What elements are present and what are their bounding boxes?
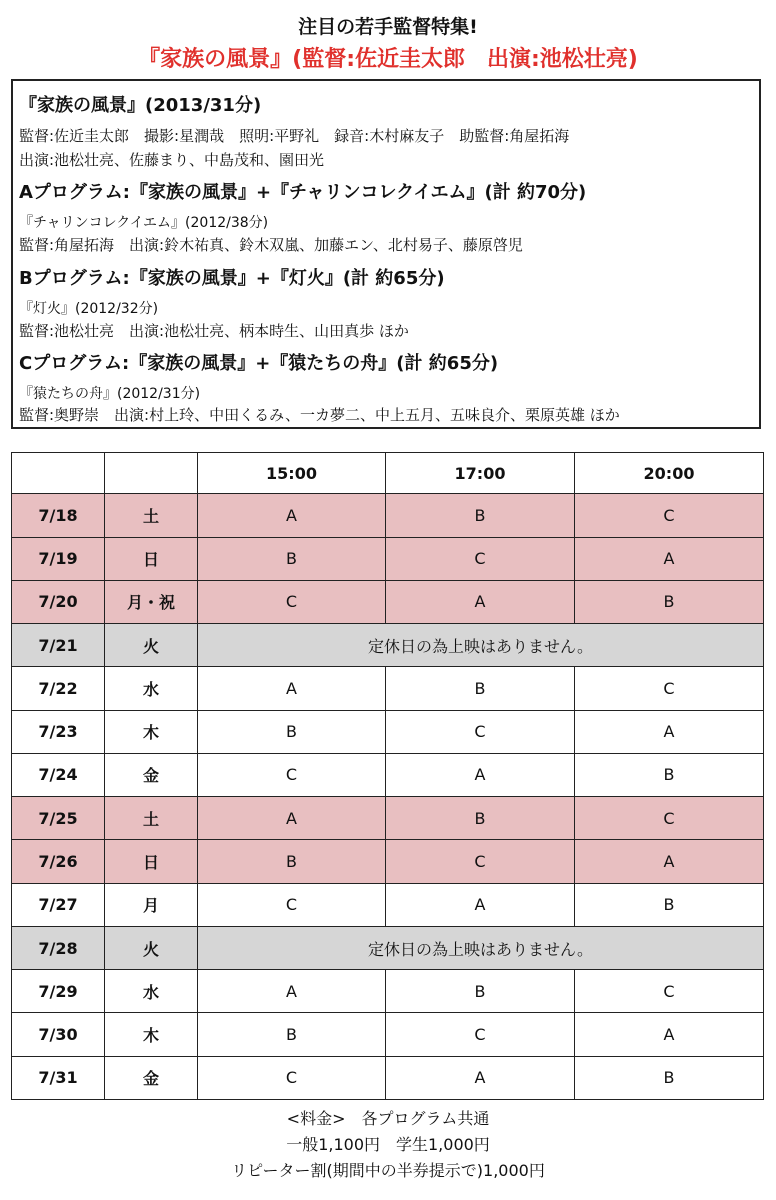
day-cell: 日 <box>105 537 198 580</box>
program-slot: A <box>575 710 764 753</box>
date-cell: 7/21 <box>12 624 105 667</box>
schedule-row <box>12 753 764 796</box>
program-slot: C <box>386 1013 575 1056</box>
program-slot: B <box>386 970 575 1013</box>
program-a-credits: 監督:角屋拓海 出演:鈴木祐真、鈴木双嵐、加藤エン、北村易子、藤原啓児 <box>19 236 523 254</box>
date-cell: 7/22 <box>12 667 105 710</box>
time-header: 15:00 <box>198 453 386 494</box>
program-slot: A <box>575 537 764 580</box>
schedule-row <box>12 624 764 667</box>
program-slot: B <box>198 537 386 580</box>
date-cell: 7/19 <box>12 537 105 580</box>
page-heading: 注目の若手監督特集! <box>298 16 478 38</box>
program-slot: A <box>386 580 575 623</box>
program-slot: B <box>575 1056 764 1099</box>
day-cell: 水 <box>105 667 198 710</box>
date-cell: 7/28 <box>12 926 105 969</box>
main-film-cast: 出演:池松壮亮、佐藤まり、中島茂和、園田光 <box>19 151 325 169</box>
program-slot: C <box>386 710 575 753</box>
program-slot: C <box>575 494 764 537</box>
schedule-header-row <box>12 453 764 494</box>
day-cell: 月 <box>105 883 198 926</box>
pricing-heading: <料金> 各プログラム共通 <box>286 1109 490 1128</box>
header-day-cell <box>105 453 198 494</box>
program-slot: C <box>198 883 386 926</box>
program-slot: A <box>198 970 386 1013</box>
program-c-film: 『猿たちの舟』(2012/31分) <box>19 386 201 402</box>
day-cell: 木 <box>105 710 198 753</box>
program-slot: C <box>575 970 764 1013</box>
program-slot: B <box>575 883 764 926</box>
time-header: 20:00 <box>575 453 764 494</box>
program-slot: A <box>575 1013 764 1056</box>
day-cell: 木 <box>105 1013 198 1056</box>
program-c-credits: 監督:奥野崇 出演:村上玲、中田くるみ、一カ夢二、中上五月、五味良介、栗原英雄 ほか <box>19 406 620 424</box>
program-b-heading: Bプログラム:『家族の風景』+『灯火』(計 約65分) <box>19 268 445 289</box>
date-cell: 7/26 <box>12 840 105 883</box>
program-slot: C <box>386 840 575 883</box>
feature-title: 『家族の風景』(監督:佐近圭太郎 出演:池松壮亮) <box>138 47 638 72</box>
schedule-row <box>12 710 764 753</box>
date-cell: 7/23 <box>12 710 105 753</box>
date-cell: 7/31 <box>12 1056 105 1099</box>
main-film-title: 『家族の風景』(2013/31分) <box>19 95 262 116</box>
program-slot: B <box>198 840 386 883</box>
pricing-repeater: リピーター割(期間中の半券提示で)1,000円 <box>231 1161 545 1180</box>
day-cell: 金 <box>105 753 198 796</box>
day-cell: 土 <box>105 797 198 840</box>
day-cell: 金 <box>105 1056 198 1099</box>
schedule-row <box>12 926 764 969</box>
program-slot: B <box>575 580 764 623</box>
program-slot: A <box>198 494 386 537</box>
closed-notice: 定休日の為上映はありません。 <box>198 624 764 667</box>
program-slot: A <box>386 753 575 796</box>
day-cell: 土 <box>105 494 198 537</box>
schedule-row <box>12 970 764 1013</box>
program-slot: B <box>198 1013 386 1056</box>
program-slot: A <box>198 797 386 840</box>
schedule-row <box>12 797 764 840</box>
program-slot: C <box>198 1056 386 1099</box>
main-film-credits: 監督:佐近圭太郎 撮影:星潤哉 照明:平野礼 録音:木村麻友子 助監督:角屋拓海 <box>19 127 570 145</box>
schedule-table <box>11 452 764 1100</box>
date-cell: 7/27 <box>12 883 105 926</box>
day-cell: 月・祝 <box>105 580 198 623</box>
program-a-heading: Aプログラム:『家族の風景』+『チャリンコレクイエム』(計 約70分) <box>19 182 587 203</box>
program-slot: C <box>575 797 764 840</box>
program-slot: A <box>386 883 575 926</box>
schedule-row <box>12 883 764 926</box>
program-slot: C <box>198 580 386 623</box>
program-info-box <box>11 79 761 429</box>
day-cell: 火 <box>105 926 198 969</box>
date-cell: 7/24 <box>12 753 105 796</box>
program-slot: B <box>386 797 575 840</box>
program-b-credits: 監督:池松壮亮 出演:池松壮亮、柄本時生、山田真歩 ほか <box>19 322 409 340</box>
date-cell: 7/25 <box>12 797 105 840</box>
date-cell: 7/30 <box>12 1013 105 1056</box>
date-cell: 7/29 <box>12 970 105 1013</box>
pricing-general: 一般1,100円 学生1,000円 <box>286 1135 490 1154</box>
schedule-row <box>12 840 764 883</box>
program-slot: A <box>386 1056 575 1099</box>
time-header: 17:00 <box>386 453 575 494</box>
schedule-row <box>12 580 764 623</box>
day-cell: 火 <box>105 624 198 667</box>
program-slot: B <box>386 667 575 710</box>
program-slot: B <box>575 753 764 796</box>
closed-notice: 定休日の為上映はありません。 <box>198 926 764 969</box>
schedule-row <box>12 1013 764 1056</box>
schedule-row <box>12 667 764 710</box>
program-slot: C <box>386 537 575 580</box>
program-slot: B <box>386 494 575 537</box>
date-cell: 7/20 <box>12 580 105 623</box>
program-a-film: 『チャリンコレクイエム』(2012/38分) <box>19 215 269 231</box>
schedule-row <box>12 537 764 580</box>
schedule-row <box>12 494 764 537</box>
schedule-row <box>12 1056 764 1099</box>
program-slot: A <box>575 840 764 883</box>
day-cell: 水 <box>105 970 198 1013</box>
program-b-film: 『灯火』(2012/32分) <box>19 301 159 317</box>
program-c-heading: Cプログラム:『家族の風景』+『猿たちの舟』(計 約65分) <box>19 353 499 374</box>
program-slot: C <box>575 667 764 710</box>
program-slot: A <box>198 667 386 710</box>
day-cell: 日 <box>105 840 198 883</box>
program-slot: B <box>198 710 386 753</box>
program-slot: C <box>198 753 386 796</box>
header-date-cell <box>12 453 105 494</box>
date-cell: 7/18 <box>12 494 105 537</box>
